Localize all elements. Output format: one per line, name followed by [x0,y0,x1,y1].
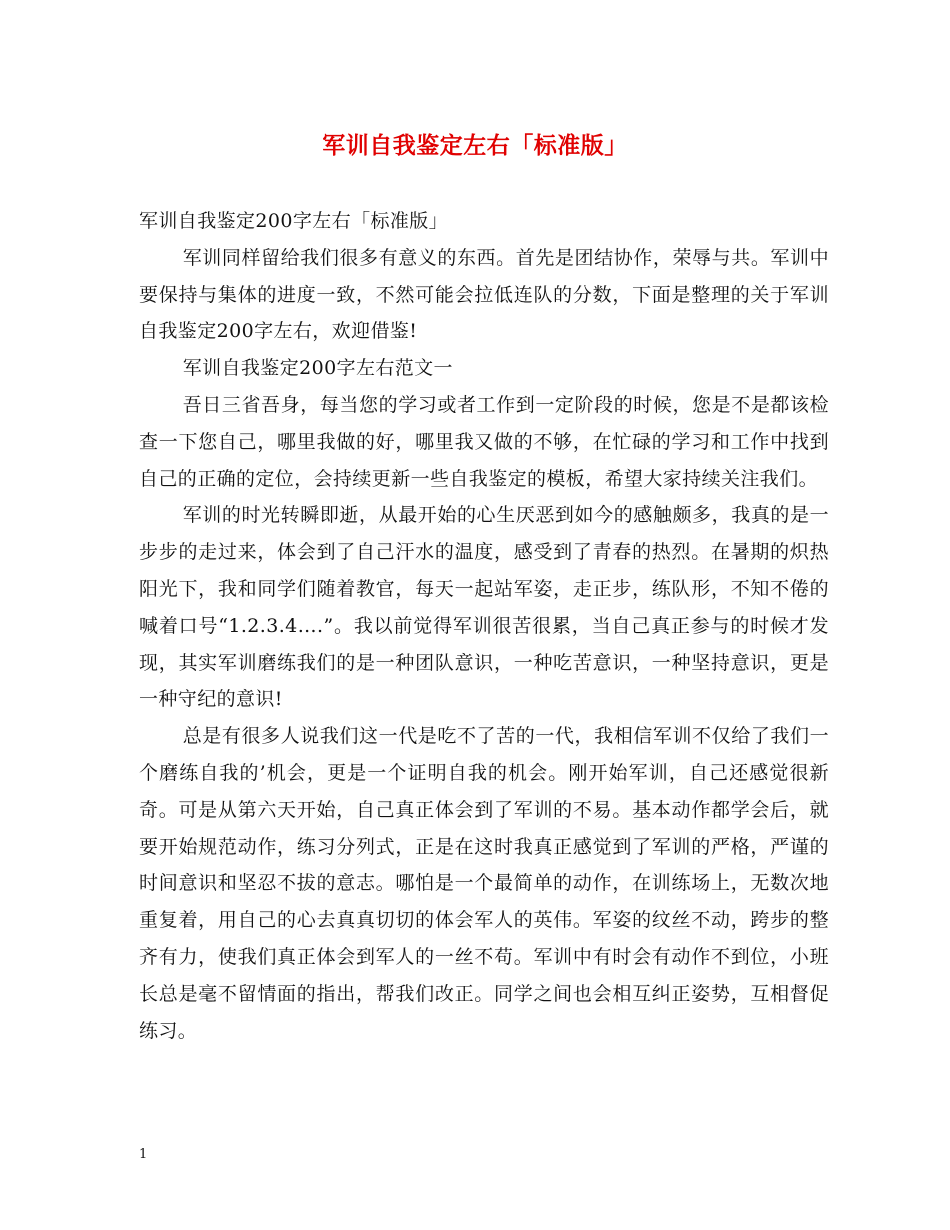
section-heading: 军训自我鉴定200字左右范文一 [182,357,453,380]
body-paragraph: 军训的时光转瞬即逝，从最开始的心生厌恶到如今的感触颇多，我真的是一步步的走过来，体会到了自己汗水的温度，感受到了青春的热烈。在暑期的炽热阳光下，我和同学们随着教官，每天一起站军姿，走正步，练队形，不知不倦的喊着口号“1.2.3.4….”。我以前觉得军训很苦很累，当自己真正参与的时候才发现，其实军训磨练我们的是一种团队意识，一种吃苦意识，一种坚持意识，更是一种守纪的意识! [139,504,829,711]
document-body [139,203,829,1049]
page-number: 1 [139,1147,148,1162]
document-title: 军训自我鉴定左右「标准版」 [322,132,628,159]
intro-paragraph: 军训同样留给我们很多有意义的东西。首先是团结协作，荣辱与共。军训中要保持与集体的进度一致，不然可能会拉低连队的分数，下面是整理的关于军训自我鉴定200字左右，欢迎借鉴! [139,246,829,343]
body-paragraph: 总是有很多人说我们这一代是吃不了苦的一代，我相信军训不仅给了我们一个磨练自我的’机会，更是一个证明自我的机会。刚开始军训，自己还感觉很新奇。可是从第六天开始，自己真正体会到了军训的不易。基本动作都学会后，就要开始规范动作，练习分列式，正是在这时我真正感觉到了军训的严格，严谨的时间意识和坚忍不拔的意志。哪怕是一个最简单的动作，在训练场上，无数次地重复着，用自己的心去真真切切的体会军人的英伟。军姿的纹丝不动，跨步的整齐有力，使我们真正体会到军人的一丝不苟。军训中有时会有动作不到位，小班长总是毫不留情面的指出，帮我们改正。同学之间也会相互纠正姿势，互相督促练习。 [139,725,829,1042]
body-paragraph: 吾日三省吾身，每当您的学习或者工作到一定阶段的时候，您是不是都该检查一下您自己，哪里我做的好，哪里我又做的不够，在忙碌的学习和工作中找到自己的正确的定位，会持续更新一些自我鉴定的模板，希望大家持续关注我们。 [139,393,829,490]
subtitle-paragraph: 军训自我鉴定200字左右「标准版」 [139,210,449,232]
